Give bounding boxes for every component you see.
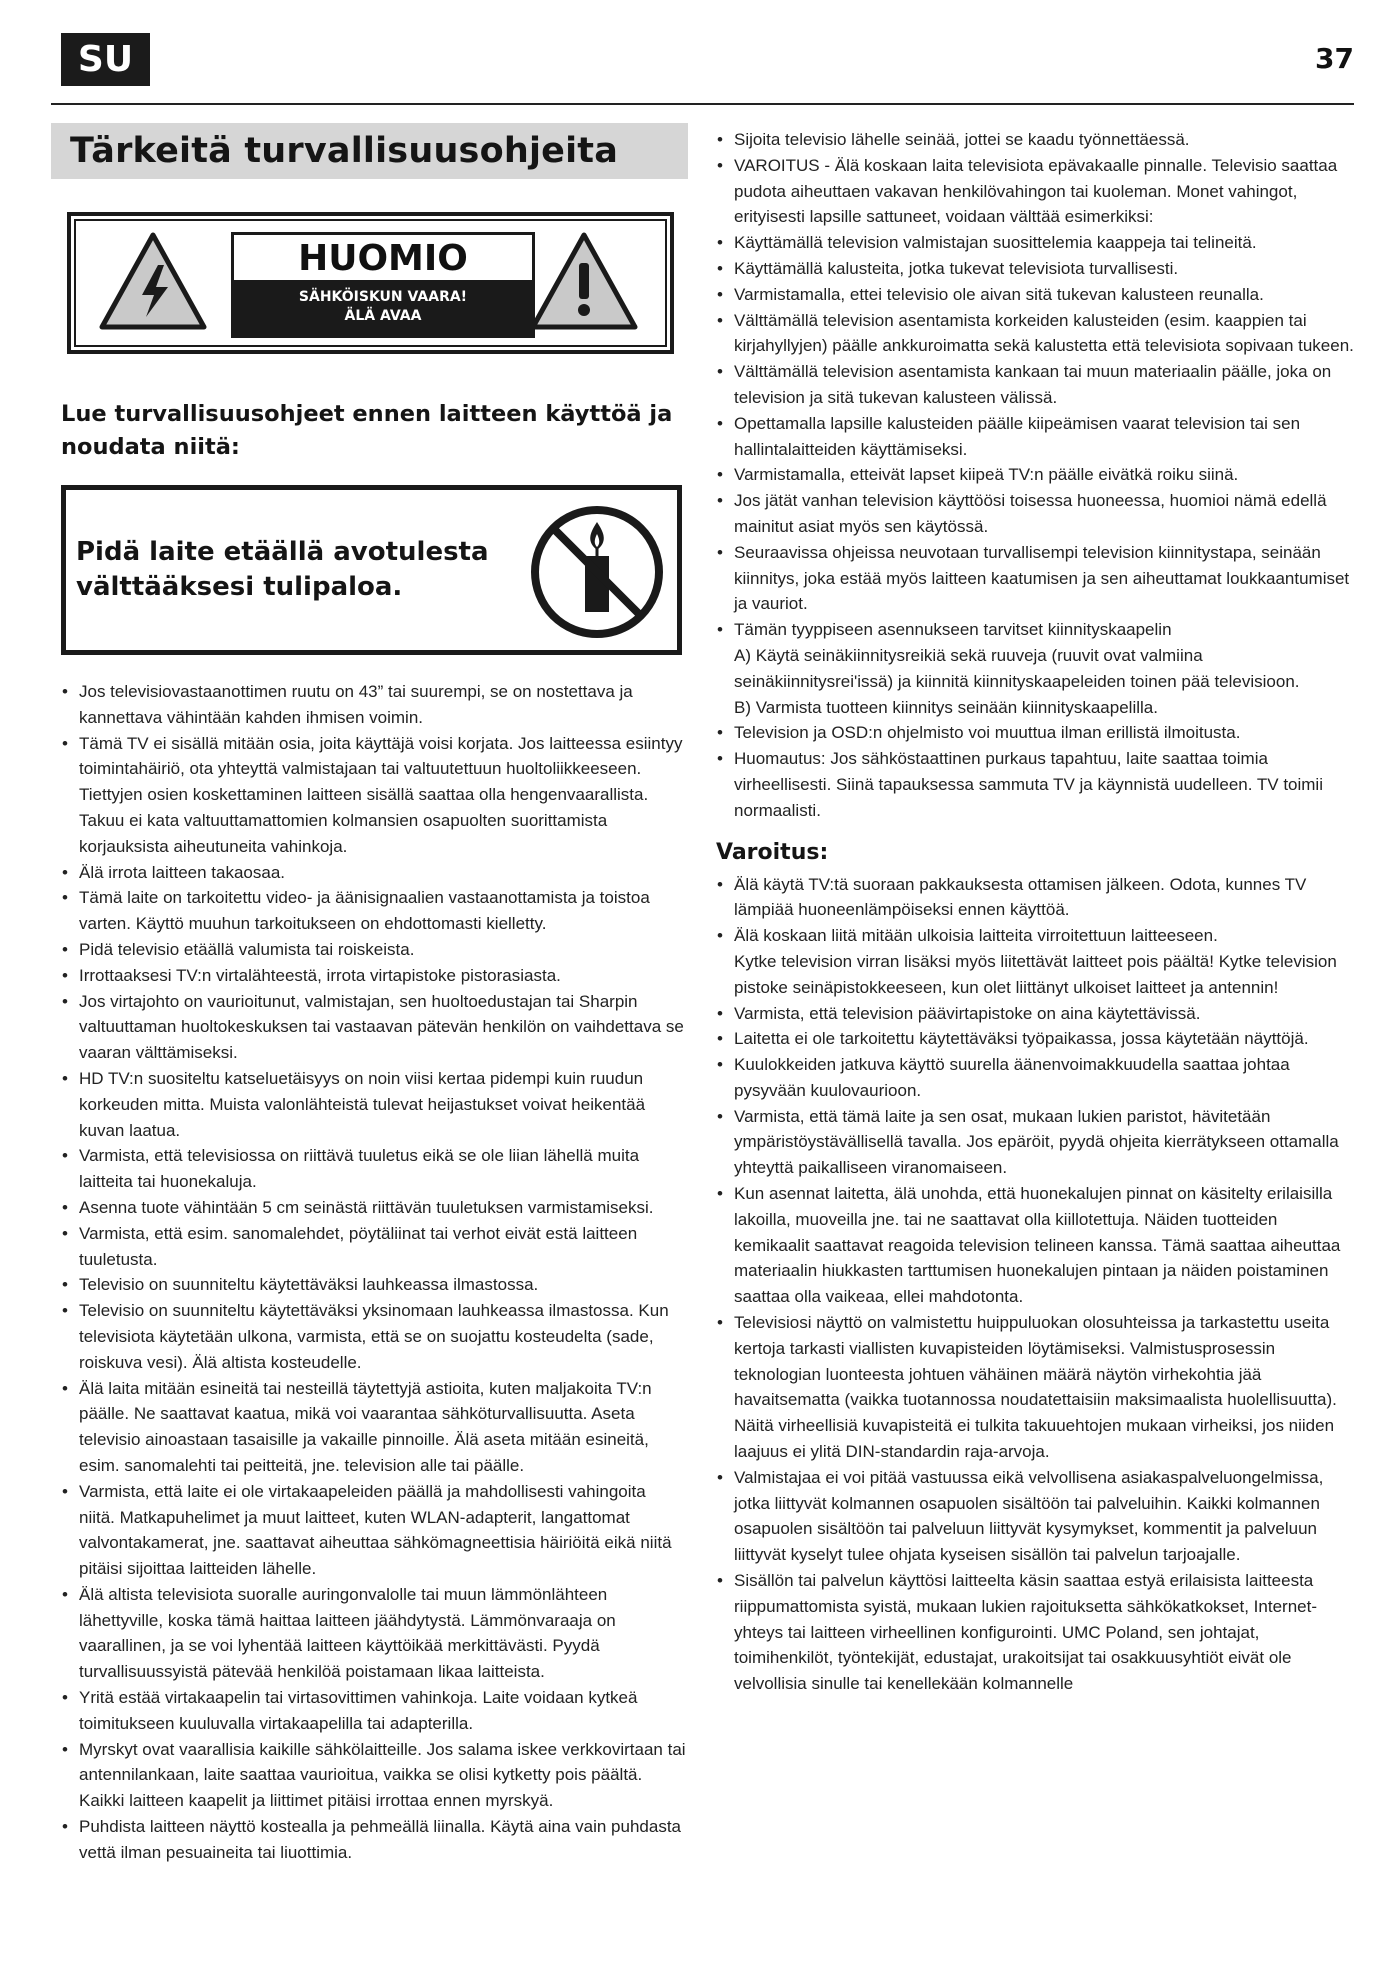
list-item-text: • Jos virtajohto on vaurioitunut, valmistajan, sen huoltoedustajan tai Sharpin valtuuttaman huoltokeskuksen tai vastaavan pätevän henkilön on vaihdettava se vaaran välttämiseksi. [79,991,684,1063]
fire-notice-text [76,535,489,605]
list-item-subline: B) Varmista tuotteen kiinnitys seinään kiinnityskaapelilla. [734,697,1158,717]
warning-list [716,872,1354,1698]
list-item-text: • Pidä televisio etäällä valumista tai roiskeista. [79,939,415,959]
list-item-text: • Seuraavissa ohjeissa neuvotaan turvallisempi television kiinnitystapa, seinään kiinnitys, joka estää myös laitteen kaatumisen ja sen aiheuttamat loukkaantumiset ja vauriot. [734,542,1350,614]
list-item-text: • Asenna tuote vähintään 5 cm seinästä riittävän tuuletuksen varmistamiseksi. [79,1197,654,1217]
list-item [61,1221,686,1273]
list-item-text: • Huomautus: Jos sähköstaattinen purkaus tapahtuu, laite saattaa toimia virheellisesti. Siinä tapauksessa sammuta TV ja käynnistä uudelleen. TV toimii normaalisti. [734,749,1323,820]
list-item-text: • Välttämällä television asentamista korkeiden kalusteiden (esim. kaappien tai kirjahyllyjen) päälle ankkuroimatta sekä kalustetta että televisiota sopivaan tukeen. [734,310,1354,356]
list-item-text: • Varmista, että tämä laite ja sen osat, mukaan lukien paristot, hävitetään ympäristöystävällisellä tavalla. Jos epäröit, pyydä ohjeita kierrätykseen ottamalla yhteyttä paikalliseen viranomaiseen. [734,1106,1339,1178]
list-item [716,1026,1354,1052]
list-item-text: • Varmistamalla, ettei televisio ole aivan sitä tukevan kalusteen reunalla. [734,284,1264,304]
list-item-text: • Opettamalla lapsille kalusteiden päälle kiipeämisen vaarat television tai sen hallintalaitteiden käyttämiseksi. [734,413,1301,459]
list-item [716,411,1354,463]
list-item-text: • Varmista, että laite ei ole virtakaapeleiden päällä ja mahdollisesti vahingoita niitä. Matkapuhelimet ja muut laitteet, kuten WLAN-adapterit, langattomat valvontakamerat, jne. saattavat aiheuttaa sähkömagneettisia häiriöitä eikä niitä pitäisi sijoittaa laitteiden lähelle. [79,1481,672,1579]
left-column [51,123,688,1866]
list-item [716,230,1354,256]
list-item [61,1143,686,1195]
exclamation-warning-icon [529,231,639,331]
list-item [716,720,1354,746]
list-item [61,885,686,937]
list-item [716,1310,1354,1465]
list-item-text: • Puhdista laitteen näyttö kostealla ja pehmeällä liinalla. Käytä aina vain puhdasta vettä ilman pesuaineita tai liuottimia. [79,1817,682,1862]
list-item [61,1376,686,1479]
list-item-text: • Älä laita mitään esineitä tai nesteillä täytettyjä astioita, kuten maljakoita TV:n päälle. Ne saattavat kaatua, mikä voi vaarantaa sähköturvallisuutta. Aseta televisio ainoastaan tasaisille ja vakaille pinnoille. Älä aseta mitään esineitä, esim. sanomalehti tai peitteitä, jne. television alle tai päälle. [79,1378,652,1475]
list-item [716,256,1354,282]
list-item-text: • Valmistajaa ei voi pitää vastuussa eikä velvollisena asiakaspalveluongelmissa, jotka liittyvät kolmannen osapuolen sisältöön tai palveluihin. Kaikki kolmannen osapuolen sisältöön tai palveluun liittyvät kysymykset, kommentit ja palveluun liittyvät kyselyt tulee ohjata kyseisen sisällön tai palvelun tarjoajalle. [734,1467,1324,1565]
list-item [61,679,686,731]
list-item [716,540,1354,617]
list-item-text: • Irrottaaksesi TV:n virtalähteestä, irrota virtapistoke pistorasiasta. [79,965,561,985]
list-item-text: • Yritä estää virtakaapelin tai virtasovittimen vahinkoja. Laite voidaan kytkeä toimitukseen kuuluvalla virtakaapelilla tai adapterilla. [79,1688,638,1733]
caution-line-2: ÄLÄ AVAA [344,308,422,324]
list-item [61,1737,686,1814]
list-item [61,963,686,989]
list-item-text: • Käyttämällä kalusteita, jotka tukevat televisiota turvallisesti. [734,258,1179,278]
list-item [716,488,1354,540]
list-item-text: • Käyttämällä television valmistajan suosittelemia kaappeja tai telineitä. [734,233,1257,253]
list-item-text: • VAROITUS - Älä koskaan laita televisiota epävakaalle pinnalle. Televisio saattaa pudota aiheuttaen vakavan henkilövahingon tai kuoleman. Monet vahingot, erityisesti lapsille sattuneet, voidaan välttää esimerkiksi: [734,155,1338,227]
list-item [716,127,1354,153]
list-item [61,1066,686,1143]
caution-line-1: SÄHKÖISKUN VAARA! [298,289,468,305]
list-item-text: • Televisio on suunniteltu käytettäväksi yksinomaan lauhkeassa ilmastossa. Kun televisiota käytetään ulkona, varmista, että se on suojattu kosteudelta (sade, roiskuva vesi). Älä altista kosteudelle. [79,1301,669,1372]
caution-panel [231,232,535,338]
warning-heading: Varoitus: [716,839,829,865]
list-item [716,1104,1354,1181]
list-item [61,1272,686,1298]
list-item-text: • Sisällön tai palvelun käyttösi laitteelta käsin saattaa estyä erilaisista laitteesta riippumattomista syistä, mukaan lukien rajoituksetta sähkökatkokset, Internet-yhteys tai laitteen virheellinen konfigurointi. UMC Poland, sen johtajat, toimihenkilöt, työntekijät, edustajat, urakoitsijat tai osakkuusyhtiöt eivät ole velvollisia sinulle tai kenellekään kolmannelle [734,1571,1317,1694]
fire-notice-line-2: välttääksesi tulipaloa. [76,572,403,602]
right-safety-list [716,127,1354,824]
list-item-text: • Myrskyt ovat vaarallisia kaikille sähkölaitteille. Jos salama iskee verkkovirtaan tai antennilankaan, laite saattaa vaurioitua, vaikka se olisi kytketty pois päältä. Kaikki laitteen kaapelit ja liittimet pitäisi irrottaa ennen myrskyä. [79,1739,686,1811]
list-item-text: • Jos televisiovastaanottimen ruutu on 43” tai suurempi, se on nostettava ja kannettava vähintään kahden ihmisen voimin. [79,682,633,727]
caution-title: HUOMIO [298,238,468,279]
list-item-text: • Jos jätät vanhan television käyttöösi toisessa huoneessa, huomioi nämä edellä mainitut asiat myös sen käytössä. [734,491,1327,536]
list-item [716,1001,1354,1027]
list-item [61,1298,686,1375]
list-item [716,617,1354,720]
list-item-text: • Älä käytä TV:tä suoraan pakkauksesta ottamisen jälkeen. Odota, kunnes TV lämpiää huoneenlämpöiseksi ennen käyttöä. [734,874,1307,920]
list-item [716,359,1354,411]
section-title: Tärkeitä turvallisuusohjeita [70,131,619,171]
list-item [61,1814,686,1866]
list-item-text: • Varmista, että televisiossa on riittävä tuuletus eikä se ole liian lähellä muita laitteita tai huonekaluja. [79,1146,640,1192]
list-item-text: • Kun asennat laitetta, älä unohda, että huonekalujen pinnat on käsitelty erilaisilla lakoilla, muoveilla jne. tai ne saattavat olla kiillotettuja. Näiden tuotteiden kemikaalit saattavat reagoida television telineen kanssa. Tämä saattaa aiheuttaa materiaalin hiukkasten tarttumisen huonekalujen pintaan ja näiden poistaminen saattaa olla vaikeaa, ellei mahdotonta. [734,1184,1341,1307]
list-item-text: • Tämä TV ei sisällä mitään osia, joita käyttäjä voisi korjata. Jos laitteessa esiintyy toimintahäiriö, ota yhteyttä valmistajaan tai valtuutettuun huoltoliikkeeseen. Tiettyjen osien koskettaminen laitteen sisällä saattaa olla hengenvaarallista. Takuu ei kata valtuuttamattomien kolmansien osapuolten suorittamista korjauksista aiheutuneita vahinkoja. [79,733,683,856]
list-item-subline: A) Käytä seinäkiinnitysreikiä sekä ruuveja (ruuvit ovat valmiina seinäkiinnitysrei'issä) ja kiinnitä kiinnityskaapeleiden toinen pää televisioon. [734,645,1300,691]
list-item-text: • Kuulokkeiden jatkuva käyttö suurella äänenvoimakkuudella saattaa johtaa pysyvään kuulovaurioon. [734,1055,1290,1100]
read-instructions-heading: Lue turvallisuusohjeet ennen laitteen käyttöä ja noudata niitä: [61,401,673,460]
list-item [61,1582,686,1685]
list-item-text: • Televisiosi näyttö on valmistettu huippuluokan olosuhteissa ja tarkastettu useita kertoja tarkasti viallisten kuvapisteiden löytämiseksi. Valmistusprosessin teknologian luonteesta johtuen vähäinen määrä näytön virhekohtia jää havaitsematta (vaikka tuotannossa noudatettaisiin maksimaalista huolellisuutta). Näitä virheellisiä kuvapisteitä ei tulkita takuuehtojen mukaan virheiksi, jos niiden laajuus ei ylitä DIN-standardin raja-arvoja. [734,1313,1337,1462]
list-item-text: • Televisio on suunniteltu käytettäväksi lauhkeassa ilmastossa. [79,1275,539,1295]
list-item-subline: Kytke television virran lisäksi myös liitettävät laitteet pois päältä! Kytke television pistoke seinäpistokkeeseen, kun olet liittänyt ulkoiset laitteet ja antennin! [734,951,1337,997]
list-item-text: • Varmistamalla, etteivät lapset kiipeä TV:n päälle eivätkä roiku siinä. [734,465,1239,485]
list-item [716,1052,1354,1104]
right-column [716,127,1354,1697]
list-item-text: • Älä koskaan liitä mitään ulkoisia laitteita virroitettuun laitteeseen. [734,926,1218,946]
list-item [61,731,686,860]
list-item [716,1181,1354,1310]
list-item-text: • Tämä laite on tarkoitettu video- ja äänisignaalien vastaanottamista ja toistoa varten. Käyttö muuhun tarkoitukseen on ehdottomasti kielletty. [79,888,650,934]
list-item [716,153,1354,230]
list-item-text: • Television ja OSD:n ohjelmisto voi muuttua ilman erillistä ilmoitusta. [734,723,1241,743]
fire-notice-box [61,485,682,655]
list-item [61,1195,686,1221]
list-item [716,308,1354,360]
list-item [716,282,1354,308]
list-item [61,860,686,886]
list-item [716,1568,1354,1697]
list-item [716,746,1354,823]
caution-label [67,212,674,354]
list-item-text: • Sijoita televisio lähelle seinää, jottei se kaadu työnnettäessä. [734,130,1190,149]
list-item-text: • Välttämällä television asentamista kankaan tai muun materiaalin päälle, joka on television ja sitä tukevan kalusteen välissä. [734,362,1332,407]
fire-notice-line-1: Pidä laite etäällä avotulesta [76,537,489,567]
list-item-text: • Varmista, että television päävirtapistoke on aina käytettävissä. [734,1003,1201,1023]
list-item-text: • Älä irrota laitteen takaosaa. [79,862,286,882]
left-safety-list [61,679,686,1866]
list-item-text: • Laitetta ei ole tarkoitettu käytettäväksi työpaikassa, jossa käytetään näyttöjä. [734,1029,1309,1049]
caution-subtitle [234,280,532,335]
no-open-flame-icon [529,504,665,640]
section-title-bar [51,123,688,179]
list-item [61,1479,686,1582]
page-number: 37 [1315,42,1354,75]
list-item-text: • Älä altista televisiota suoralle auringonvalolle tai muun lämmönlähteen lähettyville, koska tämä haittaa laitteen jäähdytystä. Lämmönvaraaja on vaarallinen, ja se voi lyhentää laitteen käyttöikää merkittävästi. Pyydä turvallisuussyistä pätevää henkilöä poistamaan likaa laitteista. [79,1584,616,1682]
list-item [716,872,1354,924]
list-item [61,1685,686,1737]
electric-shock-warning-icon [98,231,208,331]
list-item-text: • Tämän tyyppiseen asennukseen tarvitset kiinnityskaapelin [734,620,1172,640]
list-item [716,1465,1354,1568]
list-item [716,923,1354,1000]
list-item [61,989,686,1066]
language-badge: SU [61,33,150,86]
list-item [716,462,1354,488]
list-item-text: • Varmista, että esim. sanomalehdet, pöytäliinat tai verhot eivät estä laitteen tuuletusta. [79,1223,638,1269]
list-item [61,937,686,963]
list-item-text: • HD TV:n suositeltu katseluetäisyys on noin viisi kertaa pidempi kuin ruudun korkeuden mitta. Muista valonlähteistä tulevat heijastukset voivat heikentää kuvan laatua. [79,1068,646,1140]
header-divider [51,103,1354,105]
